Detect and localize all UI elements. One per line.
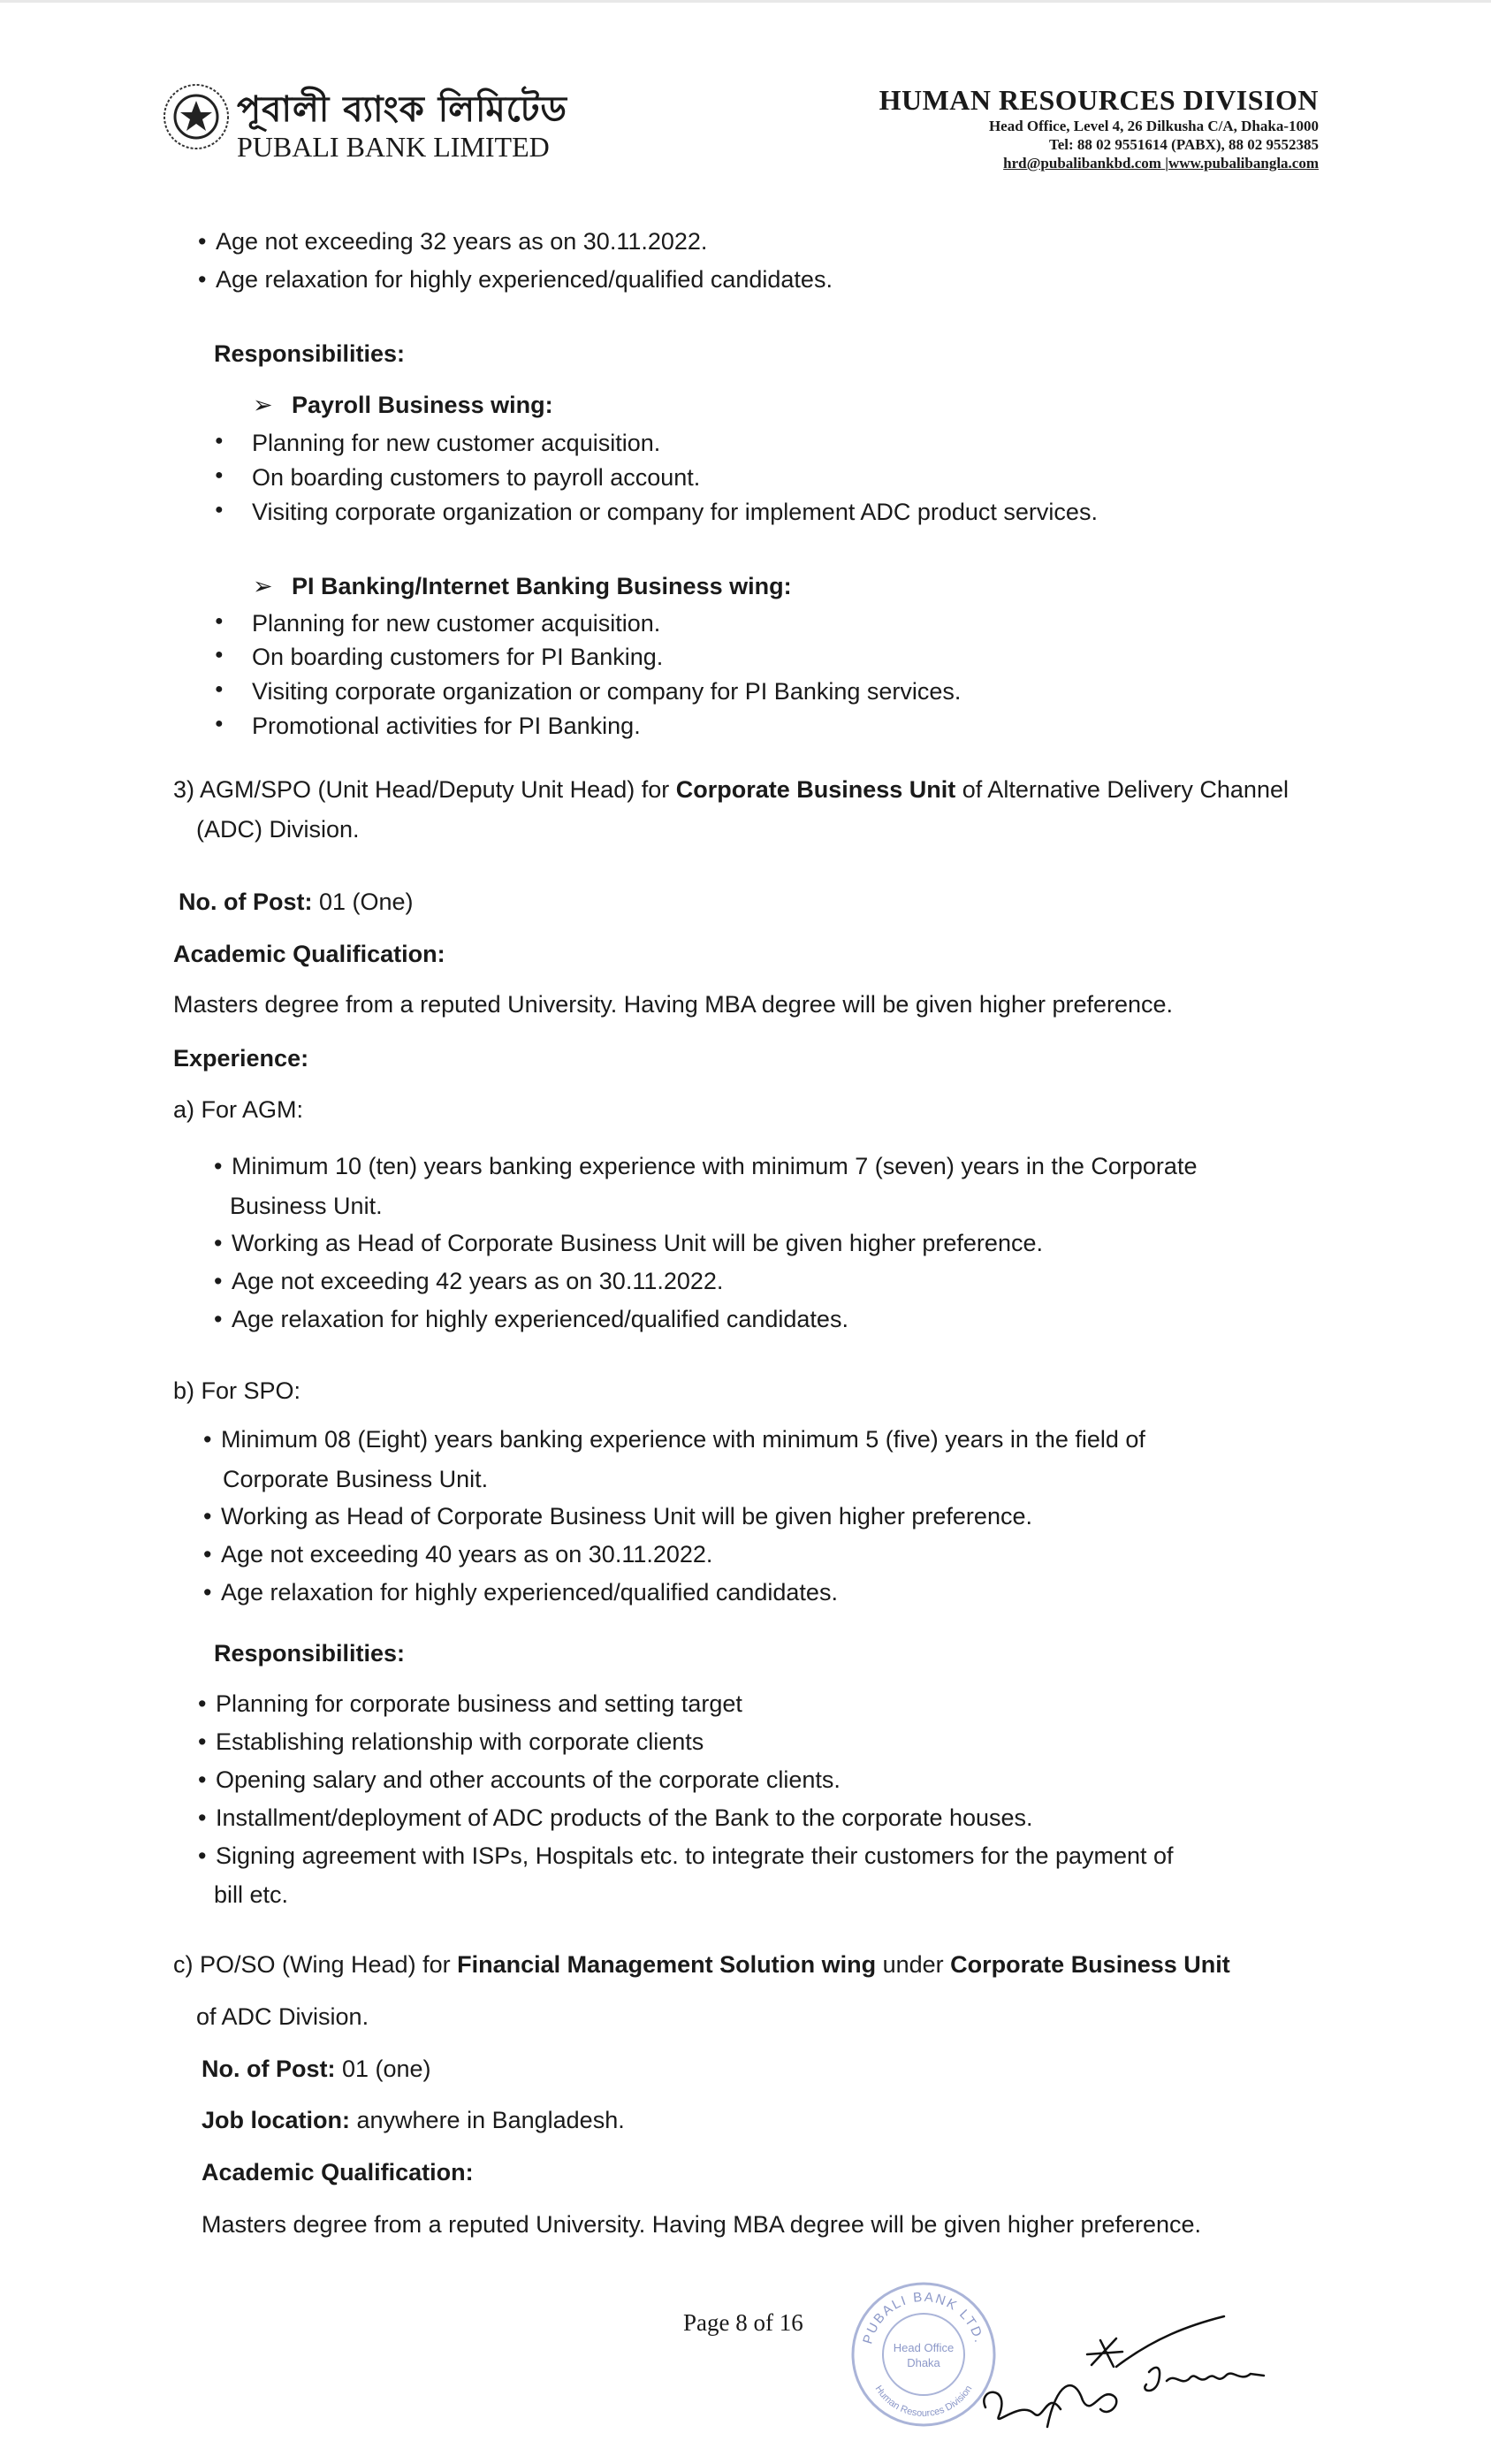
link-separator: | [1165,155,1168,172]
no-of-post-label: No. of Post: [202,2056,336,2082]
section-3-title-line2: (ADC) Division. [196,816,360,843]
no-of-post [179,887,414,917]
list-item: • Minimum 10 (ten) years banking experience with minimum 7 (seven) years in the Corporate [232,1151,1197,1181]
list-item: ● Planning for new customer acquisition. [252,428,660,458]
email-link[interactable]: hrd@pubalibankbd.com [1003,155,1161,172]
section-3-title-pre: 3) AGM/SPO (Unit Head/Deputy Unit Head) for [173,776,676,803]
responsibilities-heading: Responsibilities: [214,1640,406,1667]
list-item-continuation: Business Unit. [230,1193,383,1219]
experience-heading: Experience: [173,1045,309,1072]
handwritten-signature [959,2303,1277,2436]
section-c-title-bold-1: Financial Management Solution wing [457,1951,877,1978]
pi-banking-heading: ➢ PI Banking/Internet Banking Business wing: [292,571,792,601]
section-c-title-bold-2: Corporate Business Unit [950,1951,1230,1978]
list-item-continuation: bill etc. [214,1881,289,1908]
payroll-heading: ➢ Payroll Business wing: [292,390,553,420]
division-title: HUMAN RESOURCES DIVISION [879,84,1319,116]
section-3-title [173,774,1289,805]
list-item: • Working as Head of Corporate Business Unit will be given higher preference. [221,1501,1032,1531]
list-item: • Minimum 08 (Eight) years banking experience with minimum 5 (five) years in the field of [221,1424,1145,1454]
section-3-title-post: of Alternative Delivery Channel [955,776,1289,803]
no-of-post [202,2054,431,2084]
agm-label: a) For AGM: [173,1096,304,1123]
contact-links [879,154,1319,172]
list-item: ● Visiting corporate organization or company for PI Banking services. [252,676,961,706]
no-of-post-value: 01 (one) [335,2056,431,2082]
job-location-label: Job location: [202,2107,350,2133]
division-header [879,84,1319,172]
seal-center-line-2: Dhaka [907,2356,940,2369]
list-item: • Age not exceeding 42 years as on 30.11.2022. [232,1266,723,1296]
list-item: ● Visiting corporate organization or company for implement ADC product services. [252,497,1098,527]
spo-label: b) For SPO: [173,1377,301,1404]
list-item: • Establishing relationship with corporate clients [216,1727,704,1757]
list-item: • Age relaxation for highly experienced/qualified candidates. [232,1304,848,1334]
section-c-title [173,1949,1230,1980]
academic-qualification-text: Masters degree from a reputed University. Having MBA degree will be given higher preference. [202,2211,1202,2238]
seal-top-text: PUBALI BANK LTD. [860,2289,987,2346]
bank-logo [161,81,232,152]
no-of-post-label: No. of Post: [179,889,313,915]
job-location-value: anywhere in Bangladesh. [350,2107,625,2133]
section-c-title-mid: under [876,1951,951,1978]
job-location [202,2105,625,2135]
list-item: ● On boarding customers for PI Banking. [252,642,663,672]
list-item: ● Promotional activities for PI Banking. [252,711,641,741]
list-item-continuation: Corporate Business Unit. [223,1466,489,1492]
responsibilities-heading: Responsibilities: [214,340,406,367]
list-item: ● Planning for new customer acquisition. [252,608,660,638]
list-item: • Age not exceeding 40 years as on 30.11.2022. [221,1539,712,1569]
list-item: • Age relaxation for highly experienced/qualified candidates. [216,264,833,294]
list-item: • Planning for corporate business and setting target [216,1689,742,1719]
page-number: Page 8 of 16 [683,2309,803,2336]
phone-line: Tel: 88 02 9551614 (PABX), 88 02 9552385 [1048,136,1319,153]
scan-top-edge [0,0,1491,3]
address-line: Head Office, Level 4, 26 Dilkusha C/A, Dhaka-1000 [988,118,1319,134]
website-link[interactable]: www.pubalibangla.com [1168,155,1319,172]
bank-name-english: PUBALI BANK LIMITED [237,131,550,163]
academic-qualification-heading: Academic Qualification: [173,941,445,967]
seal-bottom-text: Human Resources Division [872,2384,975,2420]
seal-center-line-1: Head Office [893,2341,955,2354]
list-item: • Signing agreement with ISPs, Hospitals etc. to integrate their customers for the payment of [216,1841,1174,1871]
bank-name-bengali: পূবালী ব্যাংক লিমিটেড [237,89,567,130]
section-3-title-bold: Corporate Business Unit [675,776,956,803]
list-item: • Installment/deployment of ADC products of the Bank to the corporate houses. [216,1803,1033,1833]
list-item: • Age not exceeding 32 years as on 30.11.2022. [216,226,707,256]
section-c-title-pre: c) PO/SO (Wing Head) for [173,1951,458,1978]
list-item: ● On boarding customers to payroll account. [252,462,700,492]
list-item: • Working as Head of Corporate Business Unit will be given higher preference. [232,1228,1043,1258]
list-item: • Opening salary and other accounts of the corporate clients. [216,1765,841,1795]
list-item: • Age relaxation for highly experienced/qualified candidates. [221,1577,838,1607]
no-of-post-value: 01 (One) [312,889,414,915]
section-c-title-line2: of ADC Division. [196,2003,369,2030]
academic-qualification-text: Masters degree from a reputed University. Having MBA degree will be given higher preference. [173,991,1174,1018]
academic-qualification-heading: Academic Qualification: [202,2159,474,2186]
